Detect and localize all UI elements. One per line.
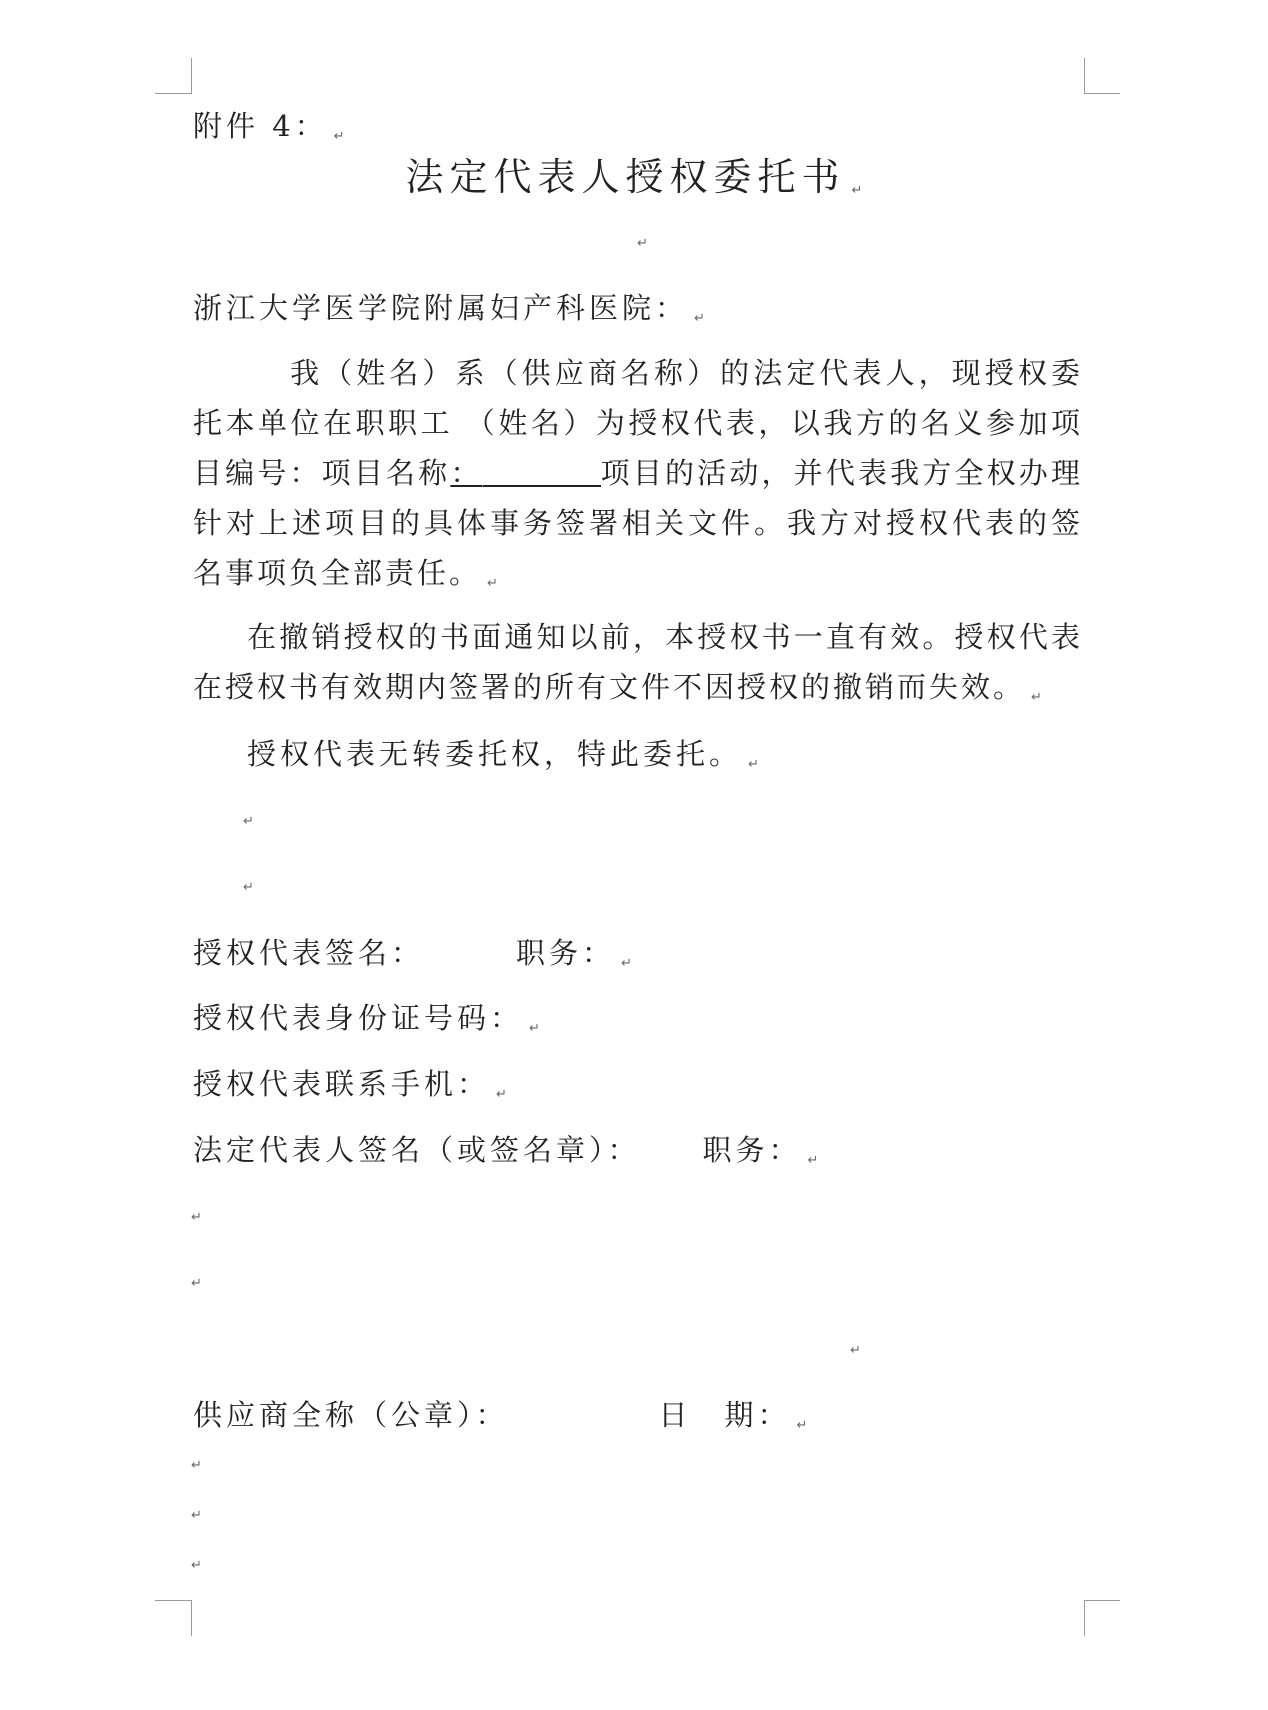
paragraph-no-subdelegation: [247, 736, 1088, 783]
paragraph-mark: ↵: [851, 183, 863, 198]
paragraph-mark: ↵: [850, 1343, 861, 1358]
paragraph-mark: ↵: [191, 1276, 202, 1291]
page-title: [0, 155, 1268, 213]
crop-mark-top-right-v: [1084, 58, 1085, 94]
crop-mark-bottom-left-h: [155, 1600, 191, 1601]
paragraph-mark: ↵: [637, 236, 648, 251]
paragraph-mark: ↵: [1031, 690, 1042, 705]
paragraph-mark: ↵: [694, 311, 705, 326]
rep-phone-label: 授权代表联系手机：: [193, 1067, 491, 1101]
rep-position-label: 职务：: [516, 936, 616, 970]
page-title-text: 法定代表人授权委托书: [405, 155, 846, 199]
supplier-label: 供应商全称（公章）：: [193, 1398, 509, 1432]
paragraph-mark: ↵: [796, 1418, 808, 1433]
legal-position-label: 职务：: [702, 1133, 802, 1167]
legal-signature-row: [193, 1132, 1088, 1179]
paragraph-mark: ↵: [529, 1021, 540, 1036]
paragraph1-colon: ：: [450, 456, 483, 490]
paragraph2-text: 在撤销授权的书面通知以前，本授权书一直有效。授权代表在授权书有效期内签署的所有文件不因授权的撤销而失效。: [193, 620, 1083, 704]
paragraph-mark: ↵: [333, 129, 345, 144]
rep-id-row: [193, 1000, 1088, 1047]
paragraph-mark: ↵: [487, 576, 498, 591]
paragraph3-text: 授权代表无转委托权，特此委托。: [247, 737, 743, 771]
paragraph-validity: [193, 612, 1083, 723]
attachment-label: [193, 108, 1088, 155]
supplier-row: [193, 1397, 1088, 1444]
crop-mark-top-left-v: [191, 58, 192, 94]
crop-mark-top-left-h: [155, 93, 191, 94]
crop-mark-bottom-right-v: [1084, 1600, 1085, 1636]
paragraph-mark: ↵: [621, 956, 632, 971]
rep-signature-row: [193, 935, 1088, 982]
paragraph-mark: ↵: [243, 814, 254, 829]
paragraph-mark: ↵: [243, 880, 254, 895]
paragraph1-part2: 项目的活动，并代表我方全权办理针对上述项目的具体事务签署相关文件。我方对授权代表的签名事项负全部责任。: [193, 456, 1083, 590]
paragraph-mark: ↵: [191, 1210, 202, 1225]
crop-mark-top-right-h: [1084, 93, 1120, 94]
recipient-text: 浙江大学医学院附属妇产科医院：: [193, 291, 689, 325]
paragraph-mark: ↵: [807, 1153, 819, 1168]
date-label: 日 期：: [658, 1398, 791, 1432]
paragraph-mark: ↵: [191, 1558, 202, 1573]
paragraph-mark: ↵: [496, 1087, 507, 1102]
recipient: [193, 290, 1088, 337]
paragraph-mark: ↵: [191, 1458, 202, 1473]
project-name-blank: [483, 457, 601, 487]
legal-signature-label: 法定代表人签名（或签名章）：: [193, 1133, 641, 1167]
paragraph-mark: ↵: [748, 757, 759, 772]
crop-mark-bottom-right-h: [1084, 1600, 1120, 1601]
rep-phone-row: [193, 1066, 1088, 1113]
paragraph-authorization: [193, 348, 1083, 609]
crop-mark-bottom-left-v: [191, 1600, 192, 1636]
paragraph-mark: ↵: [191, 1508, 202, 1523]
rep-id-label: 授权代表身份证号码：: [193, 1001, 524, 1035]
attachment-label-text: 附件 4：: [193, 109, 328, 143]
paragraph1-part1: 我（姓名）系（供应商名称）的法定代表人，现授权委托本单位在职职工 （姓名）为授权代表，以我方的名义参加项目编号：项目名称: [193, 356, 1083, 490]
rep-signature-label: 授权代表签名：: [193, 936, 425, 970]
